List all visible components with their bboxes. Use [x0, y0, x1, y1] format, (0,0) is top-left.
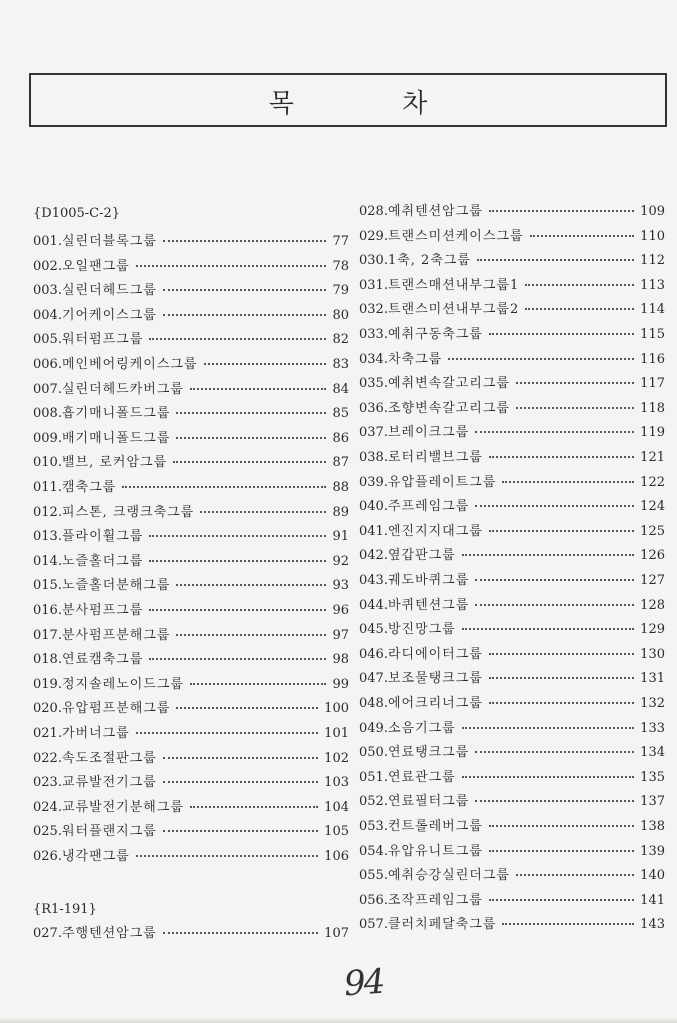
- entry-page: 128: [640, 597, 665, 613]
- toc-entry: [359, 913, 665, 931]
- entry-page: 141: [640, 892, 665, 908]
- entry-page: 100: [324, 701, 349, 717]
- scan-edge: [0, 1017, 677, 1023]
- entry-title: 정지솔레노이드그룹: [61, 676, 184, 692]
- toc-entry: [359, 274, 665, 292]
- dot-leader: [190, 683, 326, 685]
- entry-number: 033.: [359, 327, 388, 342]
- entry-title: 예취변속갈고리그룹: [387, 376, 510, 392]
- entry-title: 오일팬그룹: [61, 258, 130, 274]
- entry-title: 실린더블록그룹: [61, 234, 157, 249]
- entry-page: 134: [640, 745, 665, 761]
- dot-leader: [502, 923, 634, 925]
- dot-leader: [122, 486, 326, 488]
- toc-entry: [359, 569, 665, 587]
- toc-entry: [33, 820, 349, 838]
- entry-title: 노즐홀더분해그룹: [61, 578, 171, 594]
- entry-page: 96: [332, 603, 349, 618]
- dot-leader: [489, 333, 634, 335]
- entry-number: 011.: [33, 480, 62, 495]
- entry-page: 133: [640, 720, 665, 736]
- entry-title: 조작프레임그룹: [387, 892, 483, 908]
- entry-title: 메인베어링케이스그룹: [61, 357, 198, 372]
- toc-entry: [359, 864, 665, 882]
- entry-title: 엔진지지대그룹: [387, 523, 483, 539]
- toc-entry: [33, 697, 349, 715]
- entry-title: 유압유니트그룹: [387, 843, 483, 859]
- entry-page: 102: [324, 750, 349, 766]
- entry-page: 89: [332, 504, 349, 520]
- entry-page: 78: [332, 258, 349, 274]
- dot-leader: [530, 235, 635, 237]
- dot-leader: [516, 407, 634, 409]
- entry-title: 방진망그룹: [387, 622, 456, 638]
- toc-group-label: {R1-191}: [33, 902, 97, 917]
- dot-leader: [149, 609, 326, 611]
- entry-page: 139: [640, 843, 665, 859]
- entry-page: 91: [332, 529, 349, 545]
- entry-page: 113: [640, 277, 665, 293]
- entry-number: 023.: [33, 775, 62, 791]
- entry-number: 032.: [359, 302, 388, 318]
- toc-entry: [359, 323, 665, 341]
- toc-entry: [33, 451, 349, 469]
- handwritten-page-number: 94: [342, 961, 385, 1005]
- entry-number: 027.: [33, 926, 62, 941]
- entry-number: 051.: [359, 769, 388, 785]
- dot-leader: [176, 412, 326, 414]
- toc-entry: [33, 304, 349, 322]
- entry-title: 유압플레이트그룹: [387, 474, 497, 490]
- toc-group-label: {D1005-C-2}: [33, 206, 121, 221]
- entry-page: 98: [332, 652, 349, 668]
- entry-page: 83: [332, 357, 349, 372]
- dot-leader: [136, 265, 327, 267]
- entry-page: 122: [640, 474, 665, 490]
- entry-title: 조향변속갈고리그룹: [387, 400, 510, 416]
- dot-leader: [489, 825, 634, 827]
- toc-entry: [359, 348, 665, 366]
- entry-page: 126: [640, 548, 665, 564]
- entry-page: 114: [640, 302, 665, 318]
- entry-title: 트랜스미션내부그룹2: [387, 302, 520, 318]
- entry-page: 130: [640, 646, 665, 662]
- dot-leader: [136, 732, 318, 734]
- entry-title: 배기매니폴드그룹: [61, 430, 171, 446]
- toc-entry: [33, 525, 349, 543]
- entry-number: 001.: [33, 234, 62, 249]
- toc-entry: [33, 845, 349, 863]
- toc-entry: [33, 230, 349, 248]
- entry-page: 132: [640, 696, 665, 711]
- entry-number: 012.: [33, 504, 62, 520]
- toc-entry: [359, 520, 665, 538]
- entry-number: 042.: [359, 548, 388, 564]
- entry-page: 118: [640, 400, 665, 416]
- entry-number: 035.: [359, 376, 388, 392]
- entry-number: 006.: [33, 357, 62, 372]
- entry-number: 021.: [33, 726, 62, 741]
- toc-entry: [359, 397, 665, 415]
- entry-number: 040.: [359, 499, 388, 515]
- entry-page: 104: [324, 799, 349, 815]
- toc-entry: [33, 255, 349, 273]
- entry-number: 045.: [359, 622, 388, 638]
- dot-leader: [489, 850, 634, 852]
- dot-leader: [200, 511, 326, 513]
- toc-entry: [359, 741, 665, 759]
- entry-page: 79: [332, 283, 349, 299]
- toc-entry: [359, 790, 665, 808]
- entry-number: 054.: [359, 843, 388, 859]
- entry-page: 143: [640, 917, 665, 933]
- entry-title: 분사펌프그룹: [61, 603, 144, 618]
- entry-number: 004.: [33, 307, 62, 323]
- dot-leader: [489, 456, 634, 458]
- entry-title: 플라이휠그룹: [61, 529, 144, 545]
- toc-entry: [359, 717, 665, 735]
- toc-entry: [359, 594, 665, 612]
- toc-entry: [33, 550, 349, 568]
- toc-entry: [33, 501, 349, 519]
- entry-number: 049.: [359, 720, 388, 736]
- entry-page: 115: [640, 327, 665, 342]
- entry-number: 016.: [33, 603, 62, 618]
- entry-title: 캠축그룹: [61, 480, 117, 495]
- toc-entry: [359, 446, 665, 464]
- entry-page: 107: [324, 926, 349, 941]
- entry-number: 037.: [359, 425, 388, 441]
- title-box: [29, 73, 667, 127]
- dot-leader: [489, 530, 634, 532]
- entry-number: 017.: [33, 627, 62, 643]
- toc-entry: [33, 796, 349, 814]
- entry-number: 029.: [359, 228, 388, 244]
- entry-number: 055.: [359, 868, 388, 884]
- dot-leader: [448, 358, 634, 360]
- dot-leader: [475, 751, 634, 753]
- dot-leader: [502, 481, 634, 483]
- dot-leader: [525, 284, 634, 286]
- entry-number: 052.: [359, 794, 388, 810]
- entry-number: 053.: [359, 819, 388, 834]
- entry-page: 127: [640, 573, 665, 588]
- entry-page: 137: [640, 794, 665, 810]
- entry-title: 실린더헤드그룹: [61, 283, 157, 299]
- entry-page: 138: [640, 819, 665, 834]
- entry-number: 002.: [33, 258, 62, 274]
- entry-number: 015.: [33, 578, 62, 594]
- dot-leader: [475, 579, 634, 581]
- entry-page: 86: [332, 430, 349, 446]
- dot-leader: [489, 210, 634, 212]
- dot-leader: [462, 727, 634, 729]
- entry-title: 소음기그룹: [387, 720, 456, 736]
- entry-title: 피스톤, 크랭크축그룹: [61, 504, 195, 520]
- entry-title: 예취텐션암그룹: [387, 204, 483, 219]
- entry-number: 020.: [33, 701, 62, 717]
- toc-entry: [33, 427, 349, 445]
- entry-page: 99: [332, 676, 349, 692]
- entry-number: 010.: [33, 455, 62, 471]
- entry-number: 038.: [359, 450, 388, 465]
- entry-number: 057.: [359, 917, 388, 933]
- entry-title: 연료캠축그룹: [61, 652, 144, 668]
- dot-leader: [489, 653, 634, 655]
- entry-page: 110: [640, 228, 665, 244]
- entry-number: 022.: [33, 750, 62, 766]
- dot-leader: [190, 806, 318, 808]
- entry-number: 039.: [359, 474, 388, 490]
- toc-entry: [359, 889, 665, 907]
- entry-number: 034.: [359, 351, 388, 367]
- entry-number: 046.: [359, 646, 388, 662]
- toc-entry: [359, 544, 665, 562]
- entry-title: 1축, 2축그룹: [387, 253, 471, 269]
- entry-page: 119: [640, 425, 665, 441]
- toc-entry: [359, 471, 665, 489]
- dot-leader: [163, 830, 318, 832]
- dot-leader: [149, 560, 326, 562]
- dot-leader: [475, 604, 634, 606]
- dot-leader: [136, 855, 318, 857]
- dot-leader: [475, 505, 634, 507]
- entry-title: 기어케이스그룹: [61, 307, 157, 323]
- entry-title: 예취승강실린더그룹: [387, 868, 510, 884]
- dot-leader: [489, 677, 634, 679]
- entry-number: 005.: [33, 332, 62, 348]
- dot-leader: [163, 781, 318, 783]
- entry-title: 워터펌프그룹: [61, 332, 144, 348]
- toc-entry: [359, 766, 665, 784]
- entry-title: 주프레임그룹: [387, 499, 470, 515]
- entry-title: 예취구동축그룹: [387, 327, 483, 342]
- page-title: 목 차: [268, 89, 478, 119]
- entry-title: 궤도바퀴그룹: [387, 573, 470, 588]
- entry-page: 129: [640, 622, 665, 638]
- entry-number: 041.: [359, 523, 388, 539]
- dot-leader: [462, 554, 634, 556]
- dot-leader: [516, 874, 634, 876]
- entry-page: 124: [640, 499, 665, 515]
- entry-title: 라디에이터그룹: [387, 646, 483, 662]
- entry-number: 025.: [33, 824, 62, 840]
- entry-page: 88: [332, 480, 349, 495]
- entry-number: 044.: [359, 597, 388, 613]
- entry-title: 속도조절판그룹: [61, 750, 157, 766]
- entry-number: 026.: [33, 849, 62, 864]
- toc-entry: [359, 643, 665, 661]
- dot-leader: [176, 437, 326, 439]
- entry-number: 018.: [33, 652, 62, 668]
- entry-number: 031.: [359, 277, 388, 293]
- entry-page: 101: [324, 726, 349, 741]
- toc-entry: [359, 225, 665, 243]
- toc-entry: [33, 599, 349, 617]
- entry-page: 97: [332, 627, 349, 643]
- entry-title: 교류발전기그룹: [61, 775, 157, 791]
- entry-number: 014.: [33, 553, 62, 569]
- entry-number: 028.: [359, 204, 388, 219]
- entry-page: 84: [332, 381, 349, 397]
- entry-page: 131: [640, 671, 665, 687]
- toc-entry: [359, 372, 665, 390]
- toc-entry: [33, 353, 349, 371]
- dot-leader: [190, 388, 326, 390]
- entry-title: 분사펌프분해그룹: [61, 627, 171, 643]
- entry-title: 주행텐션암그룹: [61, 926, 157, 941]
- entry-title: 연료관그룹: [387, 769, 456, 785]
- entry-title: 트랜스매션내부그룹1: [387, 277, 520, 293]
- entry-page: 109: [640, 204, 665, 219]
- entry-number: 047.: [359, 671, 388, 687]
- entry-title: 옆갑판그룹: [387, 548, 456, 564]
- toc-entry: [359, 692, 665, 710]
- entry-page: 87: [332, 455, 349, 471]
- entry-page: 77: [332, 234, 349, 249]
- dot-leader: [176, 707, 318, 709]
- entry-page: 125: [640, 523, 665, 539]
- dot-leader: [477, 259, 634, 261]
- entry-page: 106: [324, 849, 349, 864]
- entry-page: 121: [640, 450, 665, 465]
- entry-number: 007.: [33, 381, 62, 397]
- dot-leader: [516, 382, 634, 384]
- toc-entry: [33, 279, 349, 297]
- entry-page: 85: [332, 406, 349, 422]
- toc-entry: [359, 249, 665, 267]
- entry-page: 140: [640, 868, 665, 884]
- entry-title: 에어크리너그룹: [387, 696, 483, 711]
- entry-page: 82: [332, 332, 349, 348]
- toc-entry: [33, 328, 349, 346]
- dot-leader: [149, 338, 326, 340]
- entry-title: 실린더헤드카버그룹: [61, 381, 184, 397]
- entry-title: 밸브, 로커암그룹: [61, 455, 168, 471]
- dot-leader: [176, 634, 326, 636]
- toc-entry: [33, 648, 349, 666]
- toc-entry: [33, 922, 349, 940]
- entry-page: 93: [332, 578, 349, 594]
- entry-page: 117: [640, 376, 665, 392]
- dot-leader: [475, 431, 634, 433]
- dot-leader: [163, 932, 318, 934]
- dot-leader: [489, 899, 634, 901]
- toc-entry: [33, 402, 349, 420]
- dot-leader: [475, 800, 634, 802]
- dot-leader: [176, 584, 326, 586]
- entry-title: 가버너그룹: [61, 726, 130, 741]
- entry-title: 유압펌프분해그룹: [61, 701, 171, 717]
- entry-title: 노즐홀더그룹: [61, 553, 144, 569]
- entry-title: 워터플랜지그룹: [61, 824, 157, 840]
- entry-title: 보조물탱크그룹: [387, 671, 483, 687]
- entry-page: 135: [640, 769, 665, 785]
- toc-entry: [33, 771, 349, 789]
- toc-entry: [33, 378, 349, 396]
- entry-number: 036.: [359, 400, 388, 416]
- dot-leader: [462, 628, 634, 630]
- entry-title: 클러치페달축그룹: [387, 917, 497, 933]
- entry-number: 030.: [359, 253, 388, 269]
- toc-entry: [359, 200, 665, 218]
- entry-page: 92: [332, 553, 349, 569]
- entry-title: 흡기매니폴드그룹: [61, 406, 171, 422]
- entry-title: 연료탱크그룹: [387, 745, 470, 761]
- toc-entry: [33, 673, 349, 691]
- dot-leader: [525, 308, 634, 310]
- toc-entry: [33, 574, 349, 592]
- dot-leader: [163, 314, 327, 316]
- toc-entry: [359, 840, 665, 858]
- toc-entry: [359, 495, 665, 513]
- entry-title: 냉각팬그룹: [61, 849, 130, 864]
- entry-number: 008.: [33, 406, 62, 422]
- dot-leader: [173, 461, 326, 463]
- entry-number: 009.: [33, 430, 62, 446]
- entry-number: 013.: [33, 529, 62, 545]
- toc-entry: [33, 747, 349, 765]
- entry-number: 024.: [33, 799, 62, 815]
- toc-entry: [359, 421, 665, 439]
- dot-leader: [149, 658, 326, 660]
- entry-page: 116: [640, 351, 665, 367]
- entry-number: 003.: [33, 283, 62, 299]
- dot-leader: [163, 240, 327, 242]
- entry-title: 브레이크그룹: [387, 425, 470, 441]
- dot-leader: [489, 702, 634, 704]
- entry-number: 050.: [359, 745, 388, 761]
- dot-leader: [462, 776, 634, 778]
- entry-number: 043.: [359, 573, 388, 588]
- entry-title: 교류발전기분해그룹: [61, 799, 184, 815]
- entry-number: 048.: [359, 696, 388, 711]
- toc-entry: [33, 722, 349, 740]
- entry-page: 103: [324, 775, 349, 791]
- dot-leader: [163, 757, 318, 759]
- dot-leader: [204, 363, 327, 365]
- entry-title: 로터리밸브그룹: [387, 450, 483, 465]
- entry-number: 056.: [359, 892, 388, 908]
- entry-title: 트랜스미션케이스그룹: [387, 228, 524, 244]
- entry-page: 105: [324, 824, 349, 840]
- entry-page: 112: [640, 253, 665, 269]
- toc-entry: [359, 667, 665, 685]
- toc-entry: [33, 624, 349, 642]
- entry-title: 차축그룹: [387, 351, 443, 367]
- entry-page: 80: [332, 307, 349, 323]
- toc-entry: [359, 298, 665, 316]
- entry-title: 바퀴텐션그룹: [387, 597, 470, 613]
- toc-entry: [359, 618, 665, 636]
- toc-entry: [33, 476, 349, 494]
- toc-entry: [359, 815, 665, 833]
- dot-leader: [163, 289, 327, 291]
- entry-title: 컨트롤레버그룹: [387, 819, 483, 834]
- entry-title: 연료필터그룹: [387, 794, 470, 810]
- dot-leader: [149, 535, 326, 537]
- entry-number: 019.: [33, 676, 62, 692]
